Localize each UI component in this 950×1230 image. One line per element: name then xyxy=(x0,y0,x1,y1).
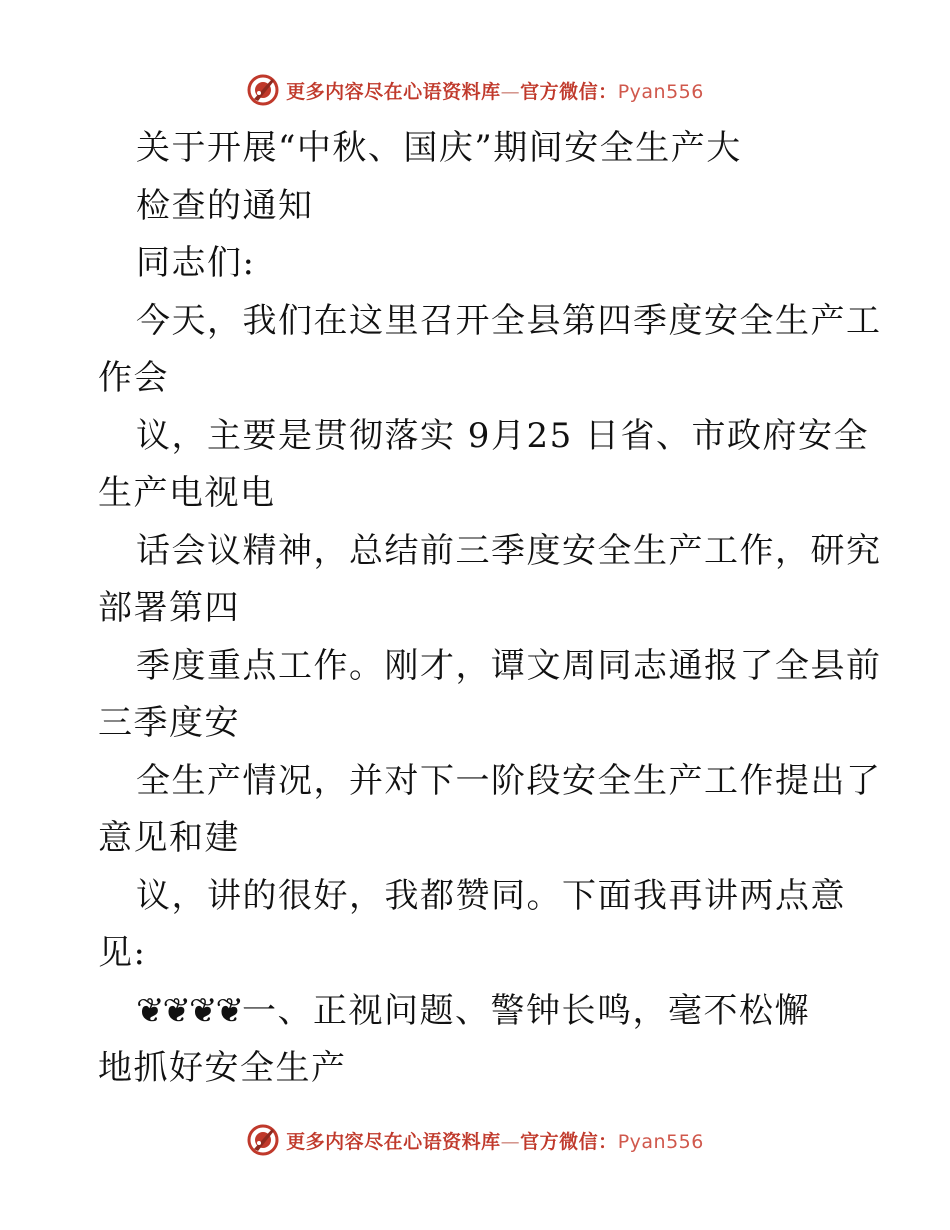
paragraph-line: 议，主要是贯彻落实 9月25 日省、市政府安全 xyxy=(136,415,870,456)
paragraph-line: 作会 xyxy=(98,358,169,398)
paragraph-line: 三季度安 xyxy=(98,703,240,743)
paragraph-line: 生产电视电 xyxy=(98,473,276,513)
watermark-banner-top xyxy=(0,70,950,110)
watermark-brand: 更多内容尽在心语资料库 xyxy=(286,1130,501,1153)
paragraph-line: 今天，我们在这里召开全县第四季度安全生产工 xyxy=(136,300,882,341)
document-title-line-1: 关于开展“中秋、国庆”期间安全生产大 xyxy=(136,128,742,168)
watermark-banner-bottom xyxy=(0,1120,950,1160)
paragraph-line: 全生产情况，并对下一阶段安全生产工作提出了 xyxy=(136,760,882,801)
document-body xyxy=(98,120,882,1098)
watermark-group xyxy=(246,73,704,107)
watermark-brand: 更多内容尽在心语资料库 xyxy=(286,80,501,103)
paragraph-line: 季度重点工作。刚才，谭文周同志通报了全县前 xyxy=(136,645,882,686)
watermark-text xyxy=(286,77,704,104)
watermark-separator: — xyxy=(500,80,521,103)
watermark-contact: Pyan556 xyxy=(617,80,704,103)
watermark-label: 官方微信： xyxy=(520,80,618,103)
quill-logo-icon xyxy=(246,1123,280,1157)
paragraph-line: 部署第四 xyxy=(98,588,240,628)
document-title-line-2: 检查的通知 xyxy=(136,185,314,226)
watermark-contact: Pyan556 xyxy=(617,1130,704,1153)
section-heading-text: 一、正视问题、警钟长鸣，毫不松懈 xyxy=(241,990,810,1031)
section-heading-line-1 xyxy=(98,983,858,1041)
paragraph-line: 话会议精神，总结前三季度安全生产工作，研究 xyxy=(136,530,882,571)
watermark-text xyxy=(286,1127,704,1154)
watermark-group xyxy=(246,1123,704,1157)
salutation: 同志们: xyxy=(136,243,256,283)
paragraph-line: 意见和建 xyxy=(98,818,240,858)
paragraph-line: 见: xyxy=(98,933,147,973)
watermark-separator: — xyxy=(500,1130,521,1153)
quill-logo-icon xyxy=(246,73,280,107)
paragraph-line: 议，讲的很好，我都赞同。下面我再讲两点意 xyxy=(136,875,846,916)
floral-bullet-icon: ❦❦❦❦ xyxy=(136,990,242,1031)
section-heading-line-2: 地抓好安全生产 xyxy=(98,1048,347,1088)
watermark-label: 官方微信： xyxy=(520,1130,618,1153)
